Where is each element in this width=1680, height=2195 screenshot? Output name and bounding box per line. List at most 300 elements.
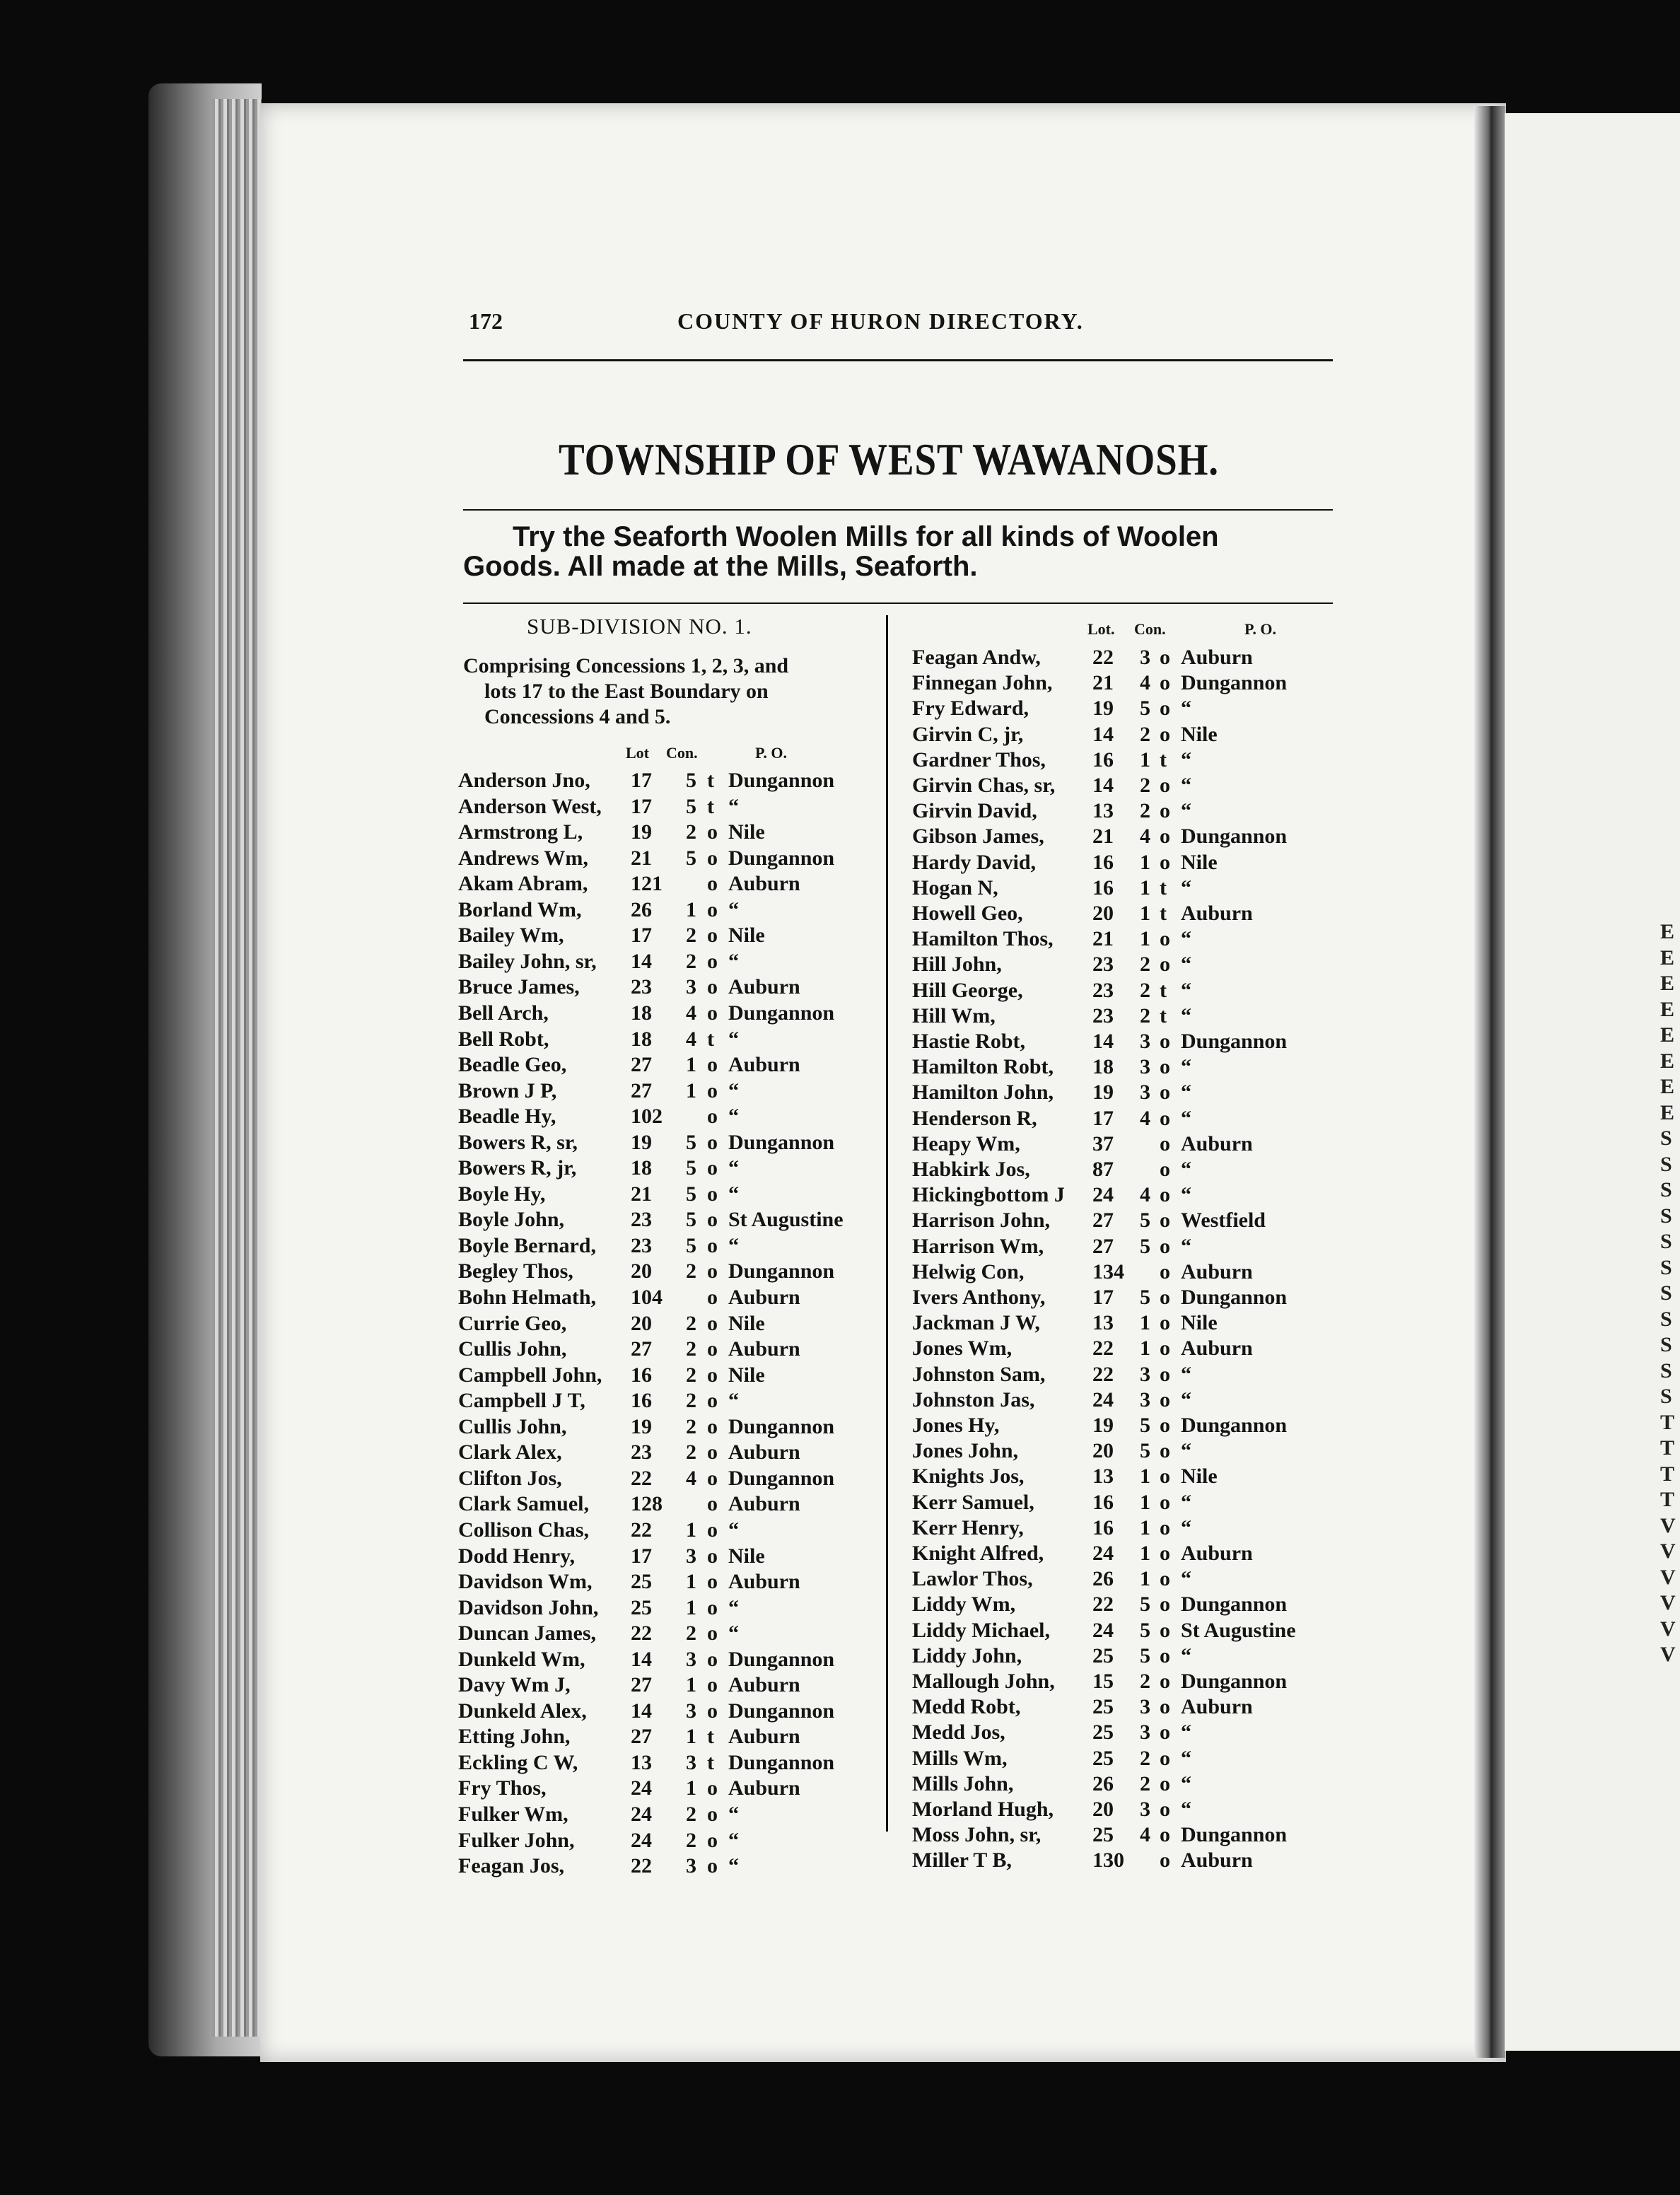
- entry-name: Cullis John,: [458, 1414, 567, 1438]
- entry-con: 2: [686, 1803, 696, 1826]
- entry-post-office: Dungannon: [728, 769, 835, 792]
- entry-lot: 20: [1092, 1439, 1114, 1463]
- entry-name: Anderson West,: [458, 794, 602, 818]
- entry-lot: 25: [631, 1595, 652, 1619]
- entry-lot: 16: [1092, 747, 1114, 772]
- entry-name: Mills Wm,: [912, 1746, 1008, 1770]
- margin-letter: S: [1660, 1385, 1672, 1408]
- entry-name: Ivers Anthony,: [912, 1286, 1046, 1309]
- entry-post-office: “: [728, 1518, 739, 1542]
- entry-post-office: “: [1181, 1362, 1191, 1386]
- entry-lot: 87: [1092, 1158, 1114, 1181]
- entry-office-type: o: [707, 1699, 718, 1723]
- entry-name: Cullis John,: [458, 1337, 567, 1361]
- margin-letter: E: [1660, 945, 1675, 970]
- entry-name: Hickingbottom J: [912, 1183, 1065, 1207]
- entry-con: 4: [1140, 825, 1150, 849]
- description-line: Concessions 4 and 5.: [484, 705, 671, 728]
- margin-letter: E: [1660, 997, 1675, 1021]
- entry-name: Fry Thos,: [458, 1776, 547, 1800]
- entry-office-type: o: [707, 975, 718, 999]
- entry-name: Jones Hy,: [912, 1414, 1000, 1437]
- margin-letter: S: [1660, 1358, 1672, 1382]
- entry-con: 2: [686, 1259, 696, 1283]
- entry-name: Lawlor Thos,: [912, 1567, 1033, 1591]
- entry-lot: 13: [631, 1750, 652, 1774]
- entry-post-office: Auburn: [728, 872, 800, 896]
- entry-lot: 20: [631, 1259, 652, 1283]
- entry-post-office: Dungannon: [1181, 671, 1288, 695]
- entry-office-type: o: [1160, 825, 1170, 849]
- entry-name: Heapy Wm,: [912, 1131, 1020, 1155]
- margin-letter: S: [1660, 1281, 1672, 1305]
- entry-lot: 25: [1092, 1695, 1114, 1719]
- entry-lot: 104: [631, 1286, 663, 1309]
- entry-post-office: Auburn: [1181, 1695, 1253, 1719]
- entry-office-type: o: [1160, 1515, 1170, 1539]
- entry-name: Fulker John,: [458, 1828, 575, 1852]
- entry-con: 1: [1140, 1337, 1150, 1361]
- entry-con: 4: [1140, 671, 1150, 695]
- entry-lot: 17: [631, 1544, 652, 1568]
- entry-post-office: Dungannon: [1181, 1823, 1288, 1847]
- entry-office-type: o: [707, 820, 718, 844]
- entry-lot: 15: [1092, 1670, 1114, 1693]
- entry-lot: 37: [1092, 1131, 1114, 1155]
- entry-lot: 13: [1092, 799, 1114, 823]
- entry-office-type: o: [1160, 671, 1170, 695]
- entry-office-type: t: [707, 769, 714, 792]
- entry-post-office: “: [1181, 1771, 1191, 1795]
- entry-name: Boyle John,: [458, 1208, 565, 1232]
- margin-letter: S: [1660, 1230, 1672, 1253]
- entry-office-type: o: [707, 949, 718, 973]
- entry-con: 5: [686, 1130, 696, 1154]
- entry-lot: 24: [631, 1828, 652, 1852]
- entry-name: Knights Jos,: [912, 1465, 1025, 1489]
- margin-letter: S: [1660, 1152, 1672, 1176]
- advertisement-line-2: Goods. All made at the Mills, Seaforth.: [463, 551, 978, 582]
- entry-name: Dodd Henry,: [458, 1544, 576, 1568]
- entry-lot: 19: [1092, 1414, 1114, 1437]
- entry-con: 2: [686, 1389, 696, 1413]
- entry-post-office: “: [728, 1027, 739, 1051]
- entry-lot: 24: [1092, 1542, 1114, 1565]
- entry-name: Campbell J T,: [458, 1389, 585, 1413]
- entry-con: 5: [686, 1156, 696, 1180]
- entry-post-office: “: [728, 1105, 739, 1129]
- margin-letter: S: [1660, 1204, 1672, 1228]
- entry-post-office: “: [1181, 774, 1191, 797]
- entry-post-office: Auburn: [1181, 646, 1253, 669]
- entry-name: Knight Alfred,: [912, 1542, 1044, 1565]
- entry-lot: 27: [631, 1337, 652, 1361]
- entry-name: Medd Jos,: [912, 1721, 1005, 1745]
- entry-lot: 24: [631, 1776, 652, 1800]
- entry-con: 4: [1140, 1823, 1150, 1847]
- entry-name: Mallough John,: [912, 1670, 1055, 1693]
- description-line: Comprising Concessions 1, 2, 3, and: [463, 654, 789, 677]
- entry-office-type: o: [707, 1776, 718, 1800]
- entry-con: 3: [1140, 1081, 1150, 1105]
- entry-name: Kerr Samuel,: [912, 1490, 1034, 1514]
- entry-office-type: o: [1160, 1670, 1170, 1693]
- entry-con: 2: [686, 820, 696, 844]
- margin-letter: S: [1660, 1255, 1672, 1279]
- entry-name: Borland Wm,: [458, 897, 582, 921]
- advertisement: [463, 522, 1333, 581]
- entry-con: 3: [686, 1544, 696, 1568]
- entry-name: Bailey John, sr,: [458, 949, 597, 973]
- entry-office-type: t: [1160, 875, 1167, 899]
- entry-office-type: o: [1160, 1081, 1170, 1105]
- entry-office-type: o: [707, 1286, 718, 1309]
- entry-post-office: “: [1181, 747, 1191, 772]
- entry-office-type: o: [1160, 799, 1170, 823]
- entry-con: 5: [686, 769, 696, 792]
- entry-con: 5: [686, 1182, 696, 1206]
- entry-office-type: o: [1160, 1439, 1170, 1463]
- entry-name: Liddy Wm,: [912, 1593, 1016, 1617]
- entry-name: Henderson R,: [912, 1106, 1037, 1130]
- entry-post-office: Auburn: [1181, 1848, 1253, 1873]
- entry-office-type: o: [1160, 1771, 1170, 1795]
- entry-lot: 25: [1092, 1643, 1114, 1667]
- margin-letter: V: [1660, 1565, 1676, 1589]
- entry-post-office: Nile: [1181, 722, 1218, 746]
- entry-office-type: o: [1160, 1567, 1170, 1591]
- entry-office-type: o: [1160, 1158, 1170, 1181]
- entry-name: Hastie Robt,: [912, 1030, 1025, 1053]
- entry-con: 2: [1140, 722, 1150, 746]
- entry-office-type: o: [1160, 1848, 1170, 1873]
- entry-post-office: “: [1181, 1798, 1191, 1821]
- left-po-header: P. O.: [755, 744, 788, 762]
- running-header: COUNTY OF HURON DIRECTORY.: [677, 308, 1084, 334]
- entry-con: 2: [1140, 1771, 1150, 1795]
- entry-office-type: o: [707, 1518, 718, 1542]
- entry-con: 2: [1140, 953, 1150, 977]
- margin-letter: E: [1660, 972, 1675, 995]
- entry-office-type: o: [707, 1621, 718, 1646]
- entry-office-type: o: [1160, 1209, 1170, 1233]
- entry-post-office: “: [1181, 1234, 1191, 1258]
- entry-office-type: o: [707, 1570, 718, 1594]
- entry-name: Campbell John,: [458, 1363, 602, 1387]
- entry-name: Etting John,: [458, 1725, 571, 1749]
- right-lot-header: Lot.: [1087, 620, 1115, 638]
- entry-post-office: Dungannon: [728, 1647, 835, 1671]
- entry-lot: 16: [631, 1389, 652, 1413]
- entry-lot: 23: [631, 1233, 652, 1257]
- entry-post-office: “: [1181, 1721, 1191, 1745]
- entry-post-office: Auburn: [728, 1286, 800, 1309]
- entry-lot: 23: [1092, 953, 1114, 977]
- entry-office-type: o: [1160, 1823, 1170, 1847]
- entry-name: Johnston Sam,: [912, 1362, 1046, 1386]
- entry-con: 2: [1140, 774, 1150, 797]
- entry-name: Clark Samuel,: [458, 1492, 590, 1516]
- entry-name: Moss John, sr,: [912, 1823, 1042, 1847]
- entry-post-office: Dungannon: [728, 1001, 835, 1025]
- entry-office-type: o: [1160, 1106, 1170, 1130]
- entry-name: Akam Abram,: [458, 872, 588, 896]
- entry-office-type: o: [707, 924, 718, 948]
- entry-office-type: o: [707, 1130, 718, 1154]
- entry-con: 5: [1140, 1209, 1150, 1233]
- entry-con: 1: [686, 1673, 696, 1697]
- entry-post-office: Auburn: [1181, 1259, 1253, 1283]
- entry-office-type: o: [707, 1233, 718, 1257]
- entry-lot: 20: [1092, 902, 1114, 925]
- entry-lot: 22: [1092, 1362, 1114, 1386]
- entry-con: 4: [686, 1027, 696, 1051]
- entry-con: 4: [1140, 1183, 1150, 1207]
- entry-post-office: Nile: [728, 820, 765, 844]
- entry-lot: 23: [631, 1440, 652, 1465]
- entry-name: Fulker Wm,: [458, 1803, 568, 1826]
- entry-office-type: o: [707, 1595, 718, 1619]
- entry-office-type: o: [707, 1208, 718, 1232]
- entry-name: Hogan N,: [912, 875, 998, 899]
- title-rule: [463, 509, 1333, 511]
- entry-lot: 19: [631, 1130, 652, 1154]
- entry-con: 2: [686, 949, 696, 973]
- entry-con: 3: [686, 1699, 696, 1723]
- entry-office-type: o: [1160, 646, 1170, 669]
- entry-con: 5: [686, 1233, 696, 1257]
- subdivision-title: SUB-DIVISION NO. 1.: [527, 614, 752, 639]
- entry-lot: 27: [631, 1053, 652, 1077]
- left-con-header: Con.: [666, 744, 698, 762]
- entry-post-office: “: [1181, 1387, 1191, 1411]
- entry-con: 2: [1140, 1003, 1150, 1027]
- entry-office-type: o: [1160, 1798, 1170, 1821]
- entry-post-office: Dungannon: [728, 1414, 835, 1438]
- entry-post-office: Nile: [728, 1544, 765, 1568]
- entry-name: Begley Thos,: [458, 1259, 573, 1283]
- margin-letter: T: [1660, 1462, 1675, 1486]
- entry-office-type: t: [1160, 902, 1167, 925]
- entry-con: 2: [686, 1414, 696, 1438]
- entry-con: 1: [1140, 927, 1150, 951]
- entry-office-type: o: [1160, 1286, 1170, 1309]
- entry-con: 5: [686, 846, 696, 870]
- entry-office-type: t: [707, 794, 714, 818]
- entry-lot: 14: [631, 949, 652, 973]
- entry-con: 1: [1140, 1490, 1150, 1514]
- entry-lot: 16: [1092, 1490, 1114, 1514]
- entry-office-type: o: [1160, 1746, 1170, 1770]
- entry-lot: 23: [631, 975, 652, 999]
- entry-lot: 22: [631, 1466, 652, 1490]
- entry-con: 3: [1140, 1030, 1150, 1053]
- entry-lot: 16: [1092, 850, 1114, 874]
- entry-office-type: t: [707, 1750, 714, 1774]
- entry-con: 1: [686, 1776, 696, 1800]
- entry-lot: 24: [631, 1803, 652, 1826]
- entry-con: 2: [1140, 799, 1150, 823]
- entry-lot: 19: [1092, 697, 1114, 721]
- entry-office-type: o: [1160, 722, 1170, 746]
- entry-office-type: o: [707, 1414, 718, 1438]
- entry-con: 1: [1140, 1542, 1150, 1565]
- entry-office-type: o: [707, 1389, 718, 1413]
- entry-lot: 130: [1092, 1848, 1124, 1873]
- entry-lot: 14: [631, 1647, 652, 1671]
- entry-post-office: “: [1181, 1439, 1191, 1463]
- entry-office-type: o: [707, 1828, 718, 1852]
- entry-post-office: “: [728, 1182, 739, 1206]
- entry-con: 5: [686, 794, 696, 818]
- entry-post-office: Auburn: [728, 1337, 800, 1361]
- margin-letter: E: [1660, 1075, 1675, 1098]
- entry-name: Gardner Thos,: [912, 747, 1046, 772]
- entry-name: Davy Wm J,: [458, 1673, 571, 1697]
- advertisement-line-1: Try the Seaforth Woolen Mills for all kinds of Woolen: [513, 521, 1219, 552]
- entry-office-type: o: [1160, 953, 1170, 977]
- margin-letter: S: [1660, 1126, 1672, 1150]
- entry-con: 1: [686, 1078, 696, 1102]
- entry-name: Jackman J W,: [912, 1311, 1040, 1335]
- entry-con: 1: [686, 897, 696, 921]
- entry-post-office: “: [1181, 1643, 1191, 1667]
- entry-name: Davidson Wm,: [458, 1570, 593, 1594]
- entry-lot: 22: [631, 1854, 652, 1878]
- entry-lot: 25: [1092, 1746, 1114, 1770]
- entry-con: 1: [1140, 1311, 1150, 1335]
- entry-post-office: Auburn: [1181, 1542, 1253, 1565]
- entry-name: Finnegan John,: [912, 671, 1053, 695]
- margin-letter: V: [1660, 1643, 1676, 1666]
- entry-post-office: “: [1181, 1081, 1191, 1105]
- entry-lot: 24: [1092, 1183, 1114, 1207]
- margin-letter: S: [1660, 1333, 1672, 1356]
- entry-name: Beadle Geo,: [458, 1053, 567, 1077]
- entry-name: Johnston Jas,: [912, 1387, 1035, 1411]
- entry-con: 1: [1140, 875, 1150, 899]
- entry-con: 2: [686, 1440, 696, 1465]
- entry-name: Hardy David,: [912, 850, 1037, 874]
- description-line: lots 17 to the East Boundary on: [484, 680, 769, 703]
- entry-post-office: “: [728, 1233, 739, 1257]
- entry-post-office: Nile: [728, 1363, 765, 1387]
- entry-office-type: o: [1160, 1131, 1170, 1155]
- entry-con: 2: [686, 924, 696, 948]
- entry-con: 4: [686, 1001, 696, 1025]
- entry-post-office: “: [1181, 1746, 1191, 1770]
- entry-post-office: Nile: [1181, 1311, 1218, 1335]
- entry-name: Armstrong L,: [458, 820, 583, 844]
- entry-name: Kerr Henry,: [912, 1515, 1024, 1539]
- entry-lot: 102: [631, 1105, 663, 1129]
- entry-post-office: “: [1181, 799, 1191, 823]
- margin-letter: E: [1660, 1100, 1675, 1124]
- entry-con: 5: [1140, 1414, 1150, 1437]
- entry-con: 2: [686, 1311, 696, 1335]
- entry-lot: 23: [631, 1208, 652, 1232]
- ad-rule: [463, 602, 1333, 604]
- entry-post-office: “: [728, 1854, 739, 1878]
- entry-name: Mills John,: [912, 1771, 1014, 1795]
- entry-con: 3: [1140, 1695, 1150, 1719]
- entry-name: Bowers R, jr,: [458, 1156, 577, 1180]
- entry-office-type: o: [707, 1647, 718, 1671]
- entry-post-office: Dungannon: [1181, 1593, 1288, 1617]
- entry-con: 1: [1140, 747, 1150, 772]
- entry-con: 5: [1140, 697, 1150, 721]
- entry-post-office: “: [1181, 1106, 1191, 1130]
- entry-con: 4: [686, 1466, 696, 1490]
- header-rule: [463, 359, 1333, 361]
- entry-lot: 17: [631, 769, 652, 792]
- entry-name: Bruce James,: [458, 975, 580, 999]
- entry-post-office: Auburn: [728, 1725, 800, 1749]
- entry-office-type: o: [1160, 1387, 1170, 1411]
- entry-post-office: Dungannon: [728, 1750, 835, 1774]
- entry-post-office: Auburn: [1181, 1337, 1253, 1361]
- entry-office-type: o: [707, 1544, 718, 1568]
- entry-lot: 14: [1092, 722, 1114, 746]
- entry-office-type: o: [1160, 1030, 1170, 1053]
- entry-con: 5: [1140, 1643, 1150, 1667]
- entry-name: Feagan Jos,: [458, 1854, 564, 1878]
- margin-letter: S: [1660, 1178, 1672, 1201]
- entry-name: Hamilton John,: [912, 1081, 1054, 1105]
- entry-office-type: o: [1160, 1362, 1170, 1386]
- entry-con: 5: [1140, 1439, 1150, 1463]
- entry-post-office: “: [728, 1803, 739, 1826]
- entry-lot: 24: [1092, 1618, 1114, 1642]
- entry-post-office: “: [1181, 697, 1191, 721]
- entry-lot: 134: [1092, 1259, 1124, 1283]
- entry-post-office: “: [1181, 927, 1191, 951]
- entry-name: Helwig Con,: [912, 1259, 1025, 1283]
- entry-name: Jones John,: [912, 1439, 1019, 1463]
- entry-post-office: “: [1181, 1567, 1191, 1591]
- entry-office-type: o: [707, 1337, 718, 1361]
- entry-name: Eckling C W,: [458, 1750, 578, 1774]
- margin-letter: V: [1660, 1513, 1676, 1537]
- entry-office-type: o: [1160, 927, 1170, 951]
- page-number: 172: [469, 308, 503, 334]
- entry-name: Bell Robt,: [458, 1027, 549, 1051]
- entry-name: Liddy John,: [912, 1643, 1022, 1667]
- entry-con: 3: [686, 1647, 696, 1671]
- entry-lot: 16: [1092, 1515, 1114, 1539]
- entry-office-type: o: [1160, 1695, 1170, 1719]
- entry-lot: 27: [631, 1078, 652, 1102]
- entry-post-office: Dungannon: [1181, 1670, 1288, 1693]
- entry-name: Anderson Jno,: [458, 769, 590, 792]
- entry-post-office: Dungannon: [728, 1466, 835, 1490]
- entry-post-office: “: [1181, 1158, 1191, 1181]
- entry-name: Currie Geo,: [458, 1311, 567, 1335]
- entry-lot: 24: [1092, 1387, 1114, 1411]
- entry-post-office: Dungannon: [728, 1259, 835, 1283]
- entry-post-office: Auburn: [728, 1673, 800, 1697]
- subdivision-description: [463, 653, 877, 730]
- entry-name: Bell Arch,: [458, 1001, 549, 1025]
- margin-letter: E: [1660, 1049, 1675, 1073]
- entry-post-office: “: [728, 949, 739, 973]
- entry-lot: 25: [1092, 1721, 1114, 1745]
- entry-con: 5: [1140, 1234, 1150, 1258]
- entry-lot: 27: [631, 1725, 652, 1749]
- entry-post-office: Nile: [1181, 850, 1218, 874]
- entry-office-type: o: [1160, 1259, 1170, 1283]
- entry-name: Gibson James,: [912, 825, 1044, 849]
